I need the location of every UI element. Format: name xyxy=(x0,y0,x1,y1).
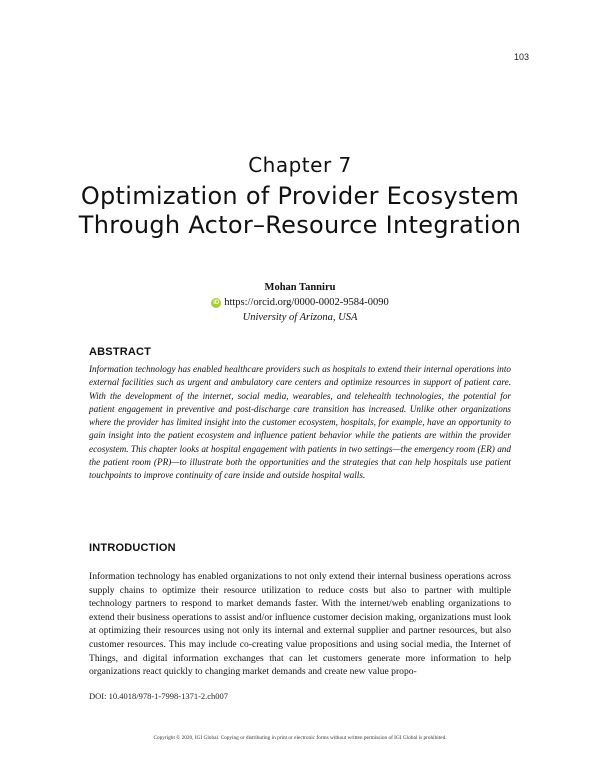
orcid-link[interactable]: https://orcid.org/0000-0002-9584-0090 xyxy=(224,297,389,308)
abstract-heading: ABSTRACT xyxy=(89,346,152,358)
page-number: 103 xyxy=(513,52,529,62)
introduction-heading: INTRODUCTION xyxy=(89,542,176,554)
doi: DOI: 10.4018/978-1-7998-1371-2.ch007 xyxy=(89,691,229,701)
orcid-line xyxy=(0,295,600,310)
orcid-icon: iD xyxy=(213,299,220,306)
copyright-notice: Copyright © 2020, IGI Global. Copying or distributing in print or electronic forms without written permission of IGI Global is prohibited. xyxy=(153,735,447,741)
author-block xyxy=(0,280,600,325)
introduction-text: Information technology has enabled organizations to not only extend their internal business operations across supply chains to optimize their resource utilization to reduce costs but also to partner with multiple technology partners to respond to market demands faster. With the internet/web enabling organizations to extend their business operations to assist and/or influence customer decision making, organizations must look at optimizing their resources using not only its internal and external supplier and partner resources, but also customer resources. This may include co-creating value propositions and using social media, the Internet of Things, and digital information exchanges that can let customers generate more information to help organizations react quickly to changing market demands and create new value propo- xyxy=(89,571,511,678)
chapter-label: Chapter 7 xyxy=(248,153,352,177)
chapter-title: Optimization of Provider Ecosystem Through Actor–Resource Integration xyxy=(78,182,522,239)
author-affiliation: University of Arizona, USA xyxy=(242,312,358,323)
author-name: Mohan Tanniru xyxy=(264,282,336,293)
abstract-text: Information technology has enabled healthcare providers such as hospitals to extend their internal operations into external facilities such as urgent and ambulatory care centers and optimize resources in support of patient care. With the development of the internet, social media, wearables, and telehealth technologies, the potential for patient engagement in preventive and post-discharge care transition has increased. Unlike other organizations where the provider has limited insight into the customer ecosystem, hospitals, for example, have an opportunity to gain insight into the patient ecosystem and influence patient behavior while the patients are within the provider ecosystem. This chapter looks at hospital engagement with patients in two settings—the emergency room (ER) and the patient room (PR)—to illustrate both the opportunities and the strategies that can help hospitals use patient touchpoints to improve continuity of care inside and outside hospital walls. xyxy=(89,364,511,481)
